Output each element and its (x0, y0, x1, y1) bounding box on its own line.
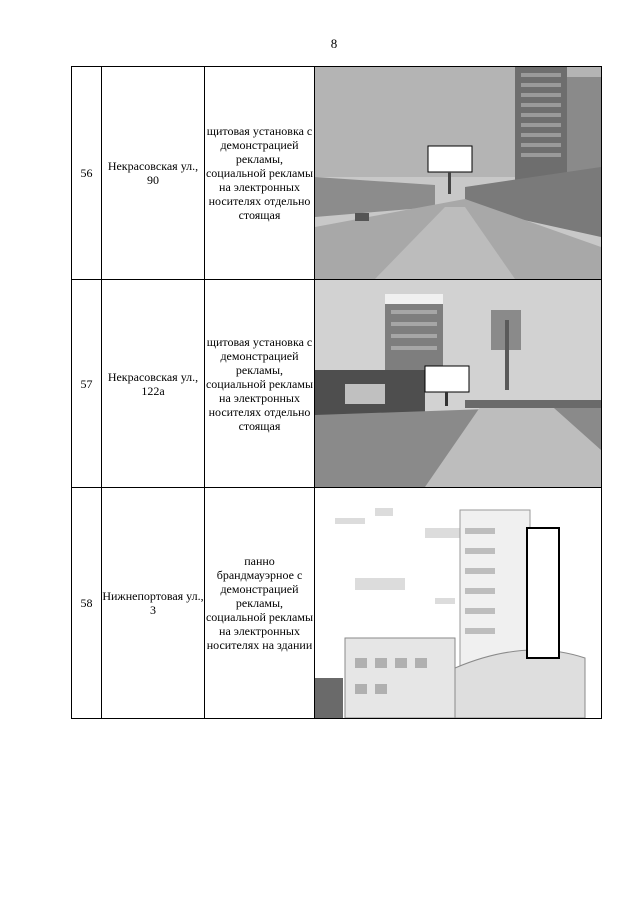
advertising-structures-table (71, 66, 602, 719)
row-number: 57 (72, 280, 102, 488)
row-structure-type: щитовая установка с демонстрацией рекламы, социальной рекламы на электронных носителях отдельно стоящая (205, 67, 315, 280)
row-address: Нижнепортовая ул., 3 (102, 488, 205, 719)
row-photo (315, 280, 602, 488)
table-row (72, 280, 602, 488)
row-structure-type: щитовая установка с демонстрацией рекламы, социальной рекламы на электронных носителях отдельно стоящая (205, 280, 315, 488)
row-address: Некрасовская ул., 122а (102, 280, 205, 488)
table-row (72, 488, 602, 719)
row-number: 58 (72, 488, 102, 719)
row-structure-type: панно брандмауэрное с демонстрацией рекламы, социальной рекламы на электронных носителях на здании (205, 488, 315, 719)
row-photo (315, 488, 602, 719)
street-photo-image (315, 67, 601, 279)
row-photo (315, 67, 602, 280)
row-address: Некрасовская ул., 90 (102, 67, 205, 280)
row-number: 56 (72, 67, 102, 280)
street-photo-image (315, 280, 601, 487)
building-photo-image (315, 488, 601, 718)
table-row (72, 67, 602, 280)
page-number: 8 (330, 36, 338, 51)
